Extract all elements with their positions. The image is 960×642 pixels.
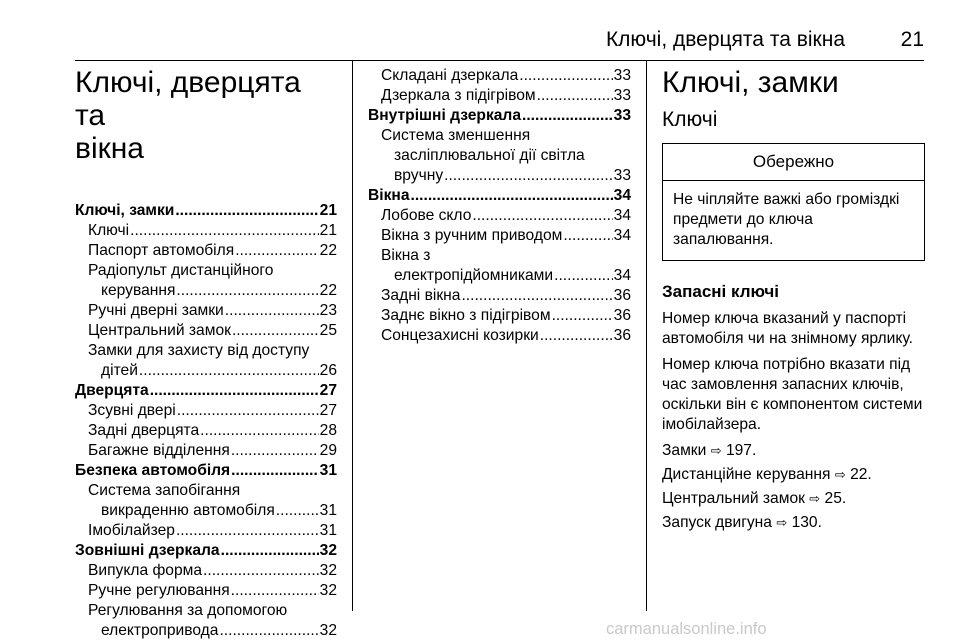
- toc-entry[interactable]: Центральний замок ..... 25: [75, 321, 337, 341]
- toc-entry[interactable]: Задні дверцята ..... 28: [75, 421, 337, 441]
- toc-entry[interactable]: Зовнішні дзеркала ..... 32: [75, 541, 337, 561]
- toc-entry[interactable]: Вікна ..... 34: [368, 186, 631, 206]
- toc-entry[interactable]: Паспорт автомобіля ..... 22: [75, 241, 337, 261]
- chapter-title: Ключі, дверцята та вікна: [75, 66, 301, 165]
- toc-entry[interactable]: Імобілайзер ..... 31: [75, 521, 337, 541]
- toc-entry[interactable]: Безпека автомобіля ..... 31: [75, 461, 337, 481]
- cross-reference[interactable]: Дистанційне керування ⇨ 22.: [662, 466, 872, 483]
- toc-entry[interactable]: Система зменшення засліплювальної дії світла вручну ..... 33: [368, 126, 631, 186]
- subsection-title: Ключі: [662, 108, 718, 131]
- warning-box: [662, 143, 925, 261]
- arrow-right-icon: ⇨: [834, 467, 846, 482]
- toc-entry[interactable]: Випукла форма ..... 32: [75, 561, 337, 581]
- toc-entry[interactable]: Лобове скло ..... 34: [368, 206, 631, 226]
- toc-entry[interactable]: Радіопульт дистанційного керування ..... 22: [75, 261, 337, 301]
- toc-entry[interactable]: Ручні дверні замки ..... 23: [75, 301, 337, 321]
- toc-entry[interactable]: Внутрішні дзеркала ..... 33: [368, 106, 631, 126]
- content-column: [662, 66, 926, 537]
- toc-entry[interactable]: Регулювання за допомогою електропривода ..... 32: [75, 601, 337, 641]
- warning-heading: Обережно: [663, 144, 924, 181]
- toc-entry[interactable]: Ключі ..... 21: [75, 221, 337, 241]
- toc-entry[interactable]: Зсувні двері ..... 27: [75, 401, 337, 421]
- toc-entry[interactable]: Заднє вікно з підігрівом ..... 36: [368, 306, 631, 326]
- toc-entry[interactable]: Складані дзеркала ..... 33: [368, 66, 631, 86]
- paragraph: Номер ключа вказаний у паспорті автомобіля чи на знімному ярлику.: [662, 310, 913, 347]
- toc-entry[interactable]: Багажне відділення ..... 29: [75, 441, 337, 461]
- page-number: 21: [900, 28, 924, 51]
- column-divider: [646, 61, 647, 611]
- table-of-contents: [368, 66, 631, 346]
- cross-reference[interactable]: Запуск двигуна ⇨ 130.: [662, 514, 822, 531]
- header-rule: [75, 60, 924, 61]
- toc-entry[interactable]: Вікна з електропідйомниками ..... 34: [368, 246, 631, 286]
- arrow-right-icon: ⇨: [710, 443, 722, 458]
- paragraph: Номер ключа потрібно вказати під час замовлення запасних ключів, оскільки він є компонентом системи імобілайзера.: [662, 356, 923, 433]
- toc-column-1: [75, 66, 337, 641]
- toc-entry[interactable]: Система запобігання викраденню автомобіля ..... 31: [75, 481, 337, 521]
- cross-reference[interactable]: Центральний замок ⇨ 25.: [662, 490, 847, 507]
- toc-entry[interactable]: Вікна з ручним приводом ..... 34: [368, 226, 631, 246]
- page-header-title: Ключі, дверцята та вікна: [605, 28, 845, 51]
- warning-text: Не чіпляйте важкі або громіздкі предмети до ключа запалювання.: [673, 191, 900, 248]
- toc-entry[interactable]: Дзеркала з підігрівом ..... 33: [368, 86, 631, 106]
- toc-column-2: [368, 66, 631, 346]
- watermark: carmanualsonline.info: [606, 620, 767, 638]
- toc-entry[interactable]: Сонцезахисні козирки ..... 36: [368, 326, 631, 346]
- toc-entry[interactable]: Задні вікна ..... 36: [368, 286, 631, 306]
- toc-entry[interactable]: Дверцята ..... 27: [75, 381, 337, 401]
- section-title: Ключі, замки: [662, 66, 839, 99]
- toc-entry[interactable]: Ключі, замки ..... 21: [75, 201, 337, 221]
- toc-entry[interactable]: Ручне регулювання ..... 32: [75, 581, 337, 601]
- arrow-right-icon: ⇨: [776, 515, 788, 530]
- column-divider: [352, 61, 353, 611]
- cross-reference[interactable]: Замки ⇨ 197.: [662, 442, 757, 459]
- table-of-contents: [75, 201, 337, 641]
- toc-entry[interactable]: Замки для захисту від доступу дітей ..... 26: [75, 341, 337, 381]
- arrow-right-icon: ⇨: [809, 491, 821, 506]
- spare-keys-heading: Запасні ключі: [662, 282, 779, 301]
